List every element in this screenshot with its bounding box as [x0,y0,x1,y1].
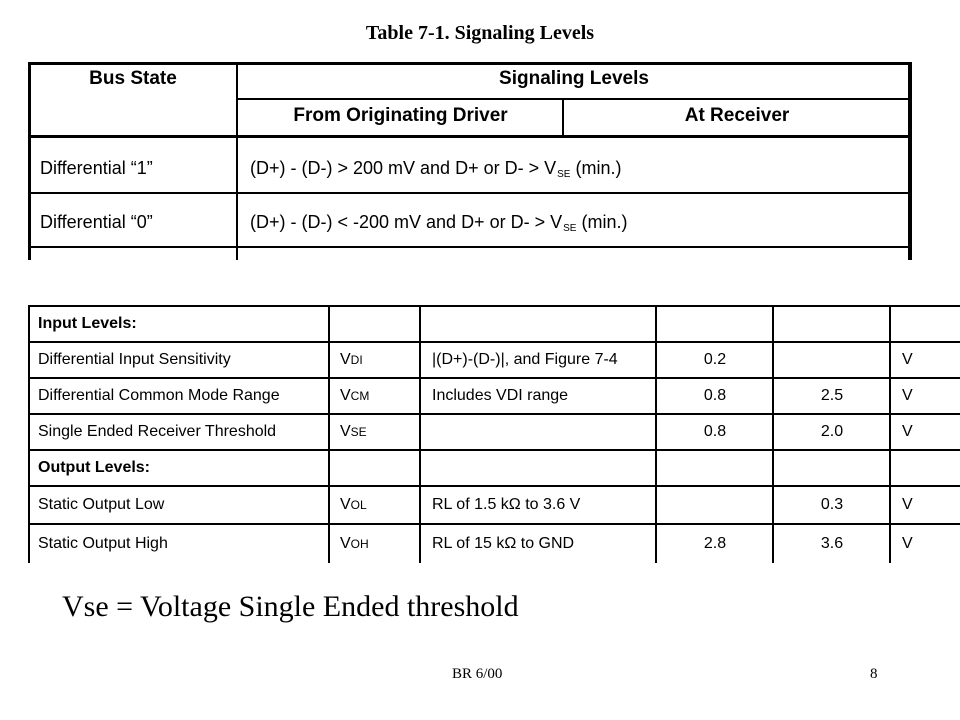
param-label: Single Ended Receiver Threshold [38,423,277,440]
section-input-levels: Input Levels: [38,315,137,332]
table-title: Table 7-1. Signaling Levels [365,22,595,44]
param-label: Differential Input Sensitivity [38,351,231,368]
border-right [908,62,912,260]
param-condition: |(D+)-(D-)|, and Figure 7-4 [432,351,618,368]
row-divider [28,246,912,248]
header-at-receiver: At Receiver [684,105,790,126]
param-label: Static Output High [38,535,168,552]
footer-date: BR 6/00 [452,666,503,682]
param-label: Static Output Low [38,496,165,513]
param-symbol: VSE [340,423,367,440]
param-symbol: VCM [340,387,370,404]
param-label: Differential Common Mode Range [38,387,280,404]
header-divider [237,98,910,100]
header-bottom [28,135,912,138]
row-level: (D+) - (D-) < -200 mV and D+ or $D- > V_{SE}$ (min.) [250,212,628,234]
header-from-driver: From Originating Driver [293,105,508,126]
param-symbol: VOL [340,496,367,513]
param-max: 0.3 [820,496,844,513]
col-divider [236,62,238,260]
dc-levels-table [28,305,960,563]
param-min: 2.8 [703,535,727,552]
param-max: 3.6 [820,535,844,552]
border-top [28,62,912,65]
param-max: 2.5 [820,387,844,404]
section-output-levels: Output Levels: [38,459,151,476]
caption: Vse = Voltage Single Ended threshold [62,590,519,623]
param-unit: V [902,535,913,552]
param-symbol: VDI [340,351,363,368]
border-left [28,62,31,260]
param-max: 2.0 [820,423,844,440]
param-symbol: VOH [340,535,369,552]
param-min: 0.8 [703,387,727,404]
param-min: 0.2 [703,351,727,368]
row-level: (D+) - (D-) > 200 mV and D+ or $D- > V_{SE}$ (min.) [250,158,622,180]
row-divider [28,192,912,194]
param-condition: RL of 1.5 kΩ to 3.6 V [432,496,581,513]
param-unit: V [902,496,913,513]
page-number: 8 [870,666,878,682]
param-unit: V [902,423,913,440]
param-unit: V [902,387,913,404]
row-state: Differential “0” [40,212,153,232]
header-bus-state: Bus State [89,68,177,89]
param-condition: RL of 15 kΩ to GND [432,535,575,552]
param-unit: V [902,351,913,368]
param-min: 0.8 [703,423,727,440]
row-state: Differential “1” [40,158,153,178]
param-condition: Includes VDI range [432,387,569,404]
header-signaling-levels: Signaling Levels [499,68,649,89]
signaling-levels-table [28,62,912,260]
